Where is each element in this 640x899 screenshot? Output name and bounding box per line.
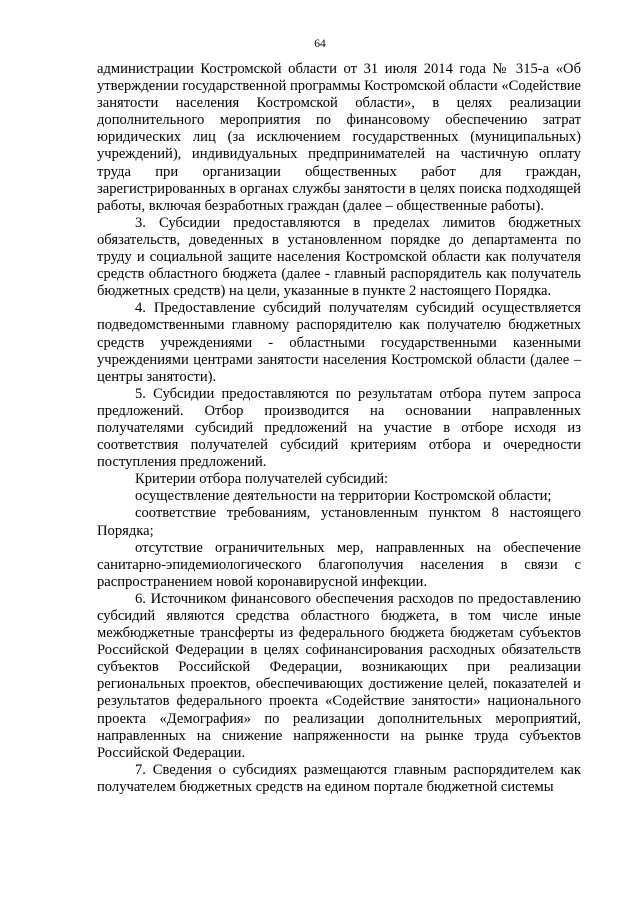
selection-criteria-heading: Критерии отбора получателей субсидий:	[135, 471, 389, 488]
criterion-requirements: соответствие требованиям, установленным пунктом 8 настоящего Порядка;	[97, 505, 581, 539]
paragraph-item-7: 7. Сведения о субсидиях размещаются главным распорядителем как получателем бюджетных средств на едином портале бюджетной системы	[97, 761, 581, 795]
paragraph-item-4: 4. Предоставление субсидий получателям субсидий осуществляется подведомственными главному распорядителю как получателю бюджетных средств учреждениями - областными государственными казенными учреждениями центрами занятости населения Костромской области (далее – центры занятости).	[97, 300, 581, 385]
paragraph-item-3: 3. Субсидии предоставляются в пределах лимитов бюджетных обязательств, доведенных в установленном порядке до департамента по труду и социальной защите населения Костромской области как получателя средств областного бюджета (далее - главный распорядитель как получатель бюджетных средств) на цели, указанные в пункте 2 настоящего Порядка.	[97, 214, 581, 300]
criterion-restrictions: отсутствие ограничительных мер, направленных на обеспечение санитарно-эпидемиологического благополучия населения в связи с распространением новой коронавирусной инфекции.	[97, 539, 581, 590]
paragraph-continuation: администрации Костромской области от 31 июля 2014 года № 315-а «Об утверждении государственной программы Костромской области «Содействие занятости населения Костромской области», в целях реализации дополнительного мероприятия по финансовому обеспечению затрат юридических лиц (за исключением государственных (муниципальных) учреждений), индивидуальных предпринимателей на частичную оплату труда при организации общественных работ для граждан, зарегистрированных в органах службы занятости в целях поиска подходящей работы, включая безработных граждан (далее – общественные работы).	[97, 61, 581, 214]
paragraph-item-6: 6. Источником финансового обеспечения расходов по предоставлению субсидий являются средства областного бюджета, в том числе иные межбюджетные трансферты из федерального бюджета бюджетам субъектов Российской Федерации в целях софинансирования расходных обязательств субъектов Российской Федерации, возникающих при реализации региональных проектов, обеспечивающих достижение целей, показателей и результатов федерального проекта «Содействие занятости» национального проекта «Демография» по реализации дополнительных мероприятий, направленных на снижение напряженности на рынке труда субъектов Российской Федерации.	[97, 590, 581, 761]
page-number: 64	[314, 38, 326, 50]
criterion-territory: осуществление деятельности на территории Костромской области;	[135, 488, 552, 505]
paragraph-item-5: 5. Субсидии предоставляются по результатам отбора путем запроса предложений. Отбор производится на основании направленных получателями субсидий предложений на участие в отборе исходя из соответствия получателей субсидий критериям отбора и очередности поступления предложений.	[97, 385, 581, 471]
document-body	[97, 61, 581, 796]
